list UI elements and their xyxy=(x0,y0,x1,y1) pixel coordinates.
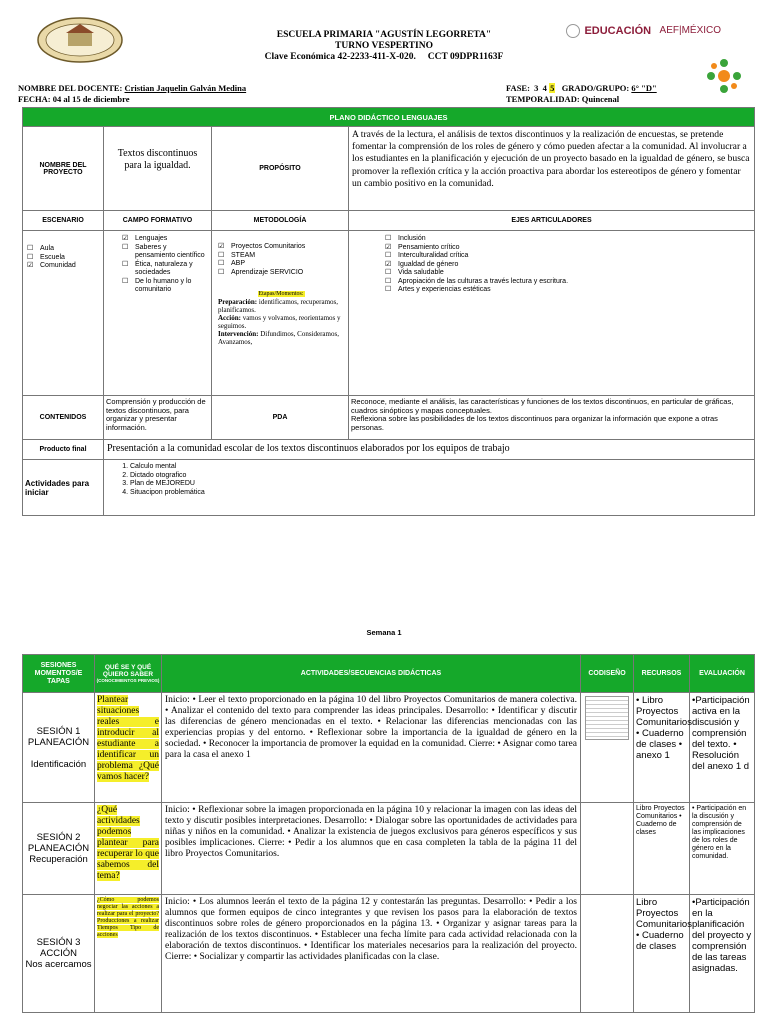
pregunta-cell xyxy=(95,803,162,895)
checked-box-icon[interactable]: ☑ xyxy=(122,235,129,242)
actividad-item: 1. Calculo mental xyxy=(130,463,751,472)
header-codiseno: CODISEÑO xyxy=(581,655,634,693)
escenario-item-label: Escuela xyxy=(40,253,65,261)
etapas-title: Etapas/Momentos: xyxy=(258,291,304,297)
ejes-item xyxy=(385,269,750,278)
codiseno-cell xyxy=(581,895,634,1013)
actividades-list xyxy=(104,460,755,516)
etapa-item xyxy=(218,298,344,314)
campo-label: CAMPO FORMATIVO xyxy=(104,211,212,231)
plano-title: PLANO DIDÁCTICO LENGUAJES xyxy=(23,108,755,127)
evaluacion-cell: • Participación en la discusión y comprensión de las implicaciones de los roles de género en la comunidad. xyxy=(690,803,755,895)
escenario-item xyxy=(27,262,99,271)
header-actividades: ACTIVIDADES/SECUENCIAS DIDÁCTICAS xyxy=(162,655,581,693)
checkbox-icon[interactable]: ☐ xyxy=(385,286,392,293)
campo-item-label: De lo humano y lo comunitario xyxy=(135,277,192,293)
header-sesiones: SESIONES MOMENTOS/E TAPAS xyxy=(23,655,95,693)
checkbox-icon[interactable]: ☐ xyxy=(385,269,392,276)
ejes-item-label: Artes y experiencias estéticas xyxy=(398,286,491,293)
checkbox-icon[interactable]: ☐ xyxy=(122,277,129,285)
educacion-text: EDUCACIÓN xyxy=(584,24,652,37)
fase-label: FASE: 3 4 xyxy=(506,83,547,93)
etapa-value: vamos y volvamos, reorientamos y seguimos. xyxy=(218,314,341,330)
evaluacion-cell: •Participación activa en la discusión y comprensión del texto. • Resolución del anexo 1 d xyxy=(690,693,755,803)
ejes-item-label: Interculturalidad crítica xyxy=(398,252,469,259)
etapa-value: Difundimos, Consideramos, Avanzamos, xyxy=(218,330,339,346)
actividades-label: Actividades para iniciar xyxy=(23,460,104,516)
checkbox-icon[interactable]: ☐ xyxy=(218,260,225,267)
contenidos-text: Comprensión y producción de textos discontinuos, para organizar y presentar información. xyxy=(104,396,212,440)
pda-text: Reconoce, mediante el análisis, las características y funciones de los textos discontinuos, en particular de gráficas, cuadros sinópticos y mapas conceptuales. Reflexiona sobre las posibilidades de los textos discontinuos para organizar la información que expone a otras personas. xyxy=(349,396,755,440)
campo-item xyxy=(122,278,207,295)
ejes-list xyxy=(349,231,755,396)
header-recursos: RECURSOS xyxy=(634,655,690,693)
producto-text: Presentación a la comunidad escolar de los textos discontinuos elaborados por los equipos de trabajo xyxy=(104,440,755,460)
table-row xyxy=(23,803,755,895)
recursos-cell: Libro Proyectos Comunitarios • Cuaderno de clases xyxy=(634,803,690,895)
proposito-text: A través de la lectura, el análisis de textos discontinuos y la realización de encuestas, se pretende fomentar la comprensión de los roles de género y cómo pueden afectar a la comunidad. Al involucrar a los estudiantes en la planificación y ejecución de un proyecto basado en la igualdad de género, se busca promover la reflexión crítica y la acción proactiva para abordar los estereotipos de género y fomentar un cambio positivo en la comunidad. xyxy=(349,127,755,211)
metodologia-item xyxy=(218,252,344,261)
fecha-label: FECHA: xyxy=(18,94,51,104)
header-que-se-sub: (CONOCIMIENTOS PREVIOS) xyxy=(96,678,160,683)
ejes-item xyxy=(385,252,750,261)
ejes-item-label: Pensamiento crítico xyxy=(398,243,460,251)
nombre-proyecto: Textos discontinuos para la igualdad. xyxy=(104,127,212,211)
metodologia-item xyxy=(218,260,344,269)
ejes-item-label: Apropiación de las culturas a través lectura y escritura. xyxy=(398,277,569,285)
docente-name: Cristian Jaquelin Galván Medina xyxy=(124,83,247,93)
metodologia-item-label: STEAM xyxy=(231,251,256,259)
producto-label: Producto final xyxy=(23,440,104,460)
pregunta-text: Plantear situaciones reales e introducir al estudiante a identificar un problema ¿Qué vamos hacer? xyxy=(97,695,159,782)
checked-box-icon[interactable]: ☑ xyxy=(385,260,392,268)
ejes-label: EJES ARTICULADORES xyxy=(349,211,755,231)
etapa-key: Intervención: xyxy=(218,330,259,338)
sesiones-table xyxy=(22,654,755,1013)
actividad-item: 3. Plan de MEJOREDU xyxy=(130,480,751,489)
metodologia-label: METODOLOGÍA xyxy=(212,211,349,231)
evaluacion-cell: •Participación en la planificación del proyecto y comprensión de las tareas asignadas. xyxy=(690,895,755,1013)
checkbox-icon[interactable]: ☐ xyxy=(122,243,129,251)
etapa-item xyxy=(218,314,344,330)
metodologia-item-label: Aprendizaje SERVICIO xyxy=(231,268,304,276)
checkbox-icon[interactable]: ☐ xyxy=(27,253,34,261)
etapa-key: Preparación: xyxy=(218,298,258,306)
etapas-block xyxy=(218,289,344,346)
fase-selected: 5 xyxy=(550,83,555,93)
school-name: ESCUELA PRIMARIA "AGUSTÍN LEGORRETA" xyxy=(276,30,492,40)
plano-table xyxy=(22,107,755,516)
flower-logo-icon xyxy=(704,56,744,96)
checkbox-icon[interactable]: ☐ xyxy=(218,251,225,259)
proposito-label: PROPÓSITO xyxy=(212,127,349,211)
actividad-item: 2. Dictado otografico xyxy=(130,472,751,481)
escenario-item xyxy=(27,245,99,254)
campo-item-label: Saberes y pensamiento científico xyxy=(135,243,205,259)
checkbox-icon[interactable]: ☐ xyxy=(385,277,392,285)
etapa-item xyxy=(218,330,344,346)
school-clave: Clave Económica 42-2233-411-X-020. CCT 09DPR1163F xyxy=(264,52,504,62)
sesion-cell: SESIÓN 1 PLANEACIÓN Identificación xyxy=(23,693,95,803)
escenario-item-label: Comunidad xyxy=(40,262,76,269)
checkbox-icon[interactable]: ☐ xyxy=(385,252,392,259)
actividad-cell: Inicio: • Leer el texto proporcionado en la página 10 del libro Proyectos Comunitarios de manera colectiva. • Analizar el contenido del texto para comprender las ideas principales. Desarrollo: • Identificar y discutir las diferencias de género mencionadas en el texto. • Relacionar las diferencias mencionadas con las experiencias propias y del entorno. • Reflexionar sobre la importancia de la igualdad de género en la sociedad. • Reconocer la importancia de promover la equidad en la comunidad. Cierre: • Asignar como tarea para la casa el anexo 1 xyxy=(162,693,581,803)
metodologia-item xyxy=(218,243,344,252)
aef-text: AEF|MÉXICO xyxy=(659,25,722,37)
metodologia-item-label: ABP xyxy=(231,260,246,267)
ejes-item xyxy=(385,235,750,244)
checked-box-icon[interactable]: ☑ xyxy=(218,243,225,250)
header-que-se-title: QUÉ SE Y QUÉ QUIERO SABER xyxy=(102,664,154,678)
escenario-item xyxy=(27,254,99,263)
checkbox-icon[interactable]: ☐ xyxy=(218,268,225,276)
fase-line xyxy=(506,83,657,93)
ejes-item xyxy=(385,286,750,295)
nombre-label: NOMBRE DEL PROYECTO xyxy=(23,127,104,211)
recursos-cell: Libro Proyectos Comunitarios • Cuaderno de clases xyxy=(634,895,690,1013)
table-row xyxy=(23,693,755,803)
campo-item-label: Ética, naturaleza y sociedades xyxy=(135,260,193,276)
campo-list xyxy=(104,231,212,396)
ejes-item xyxy=(385,261,750,270)
header-que-se xyxy=(95,655,162,693)
ejes-item xyxy=(385,244,750,253)
grado-value: 6° "D" xyxy=(631,83,657,93)
semana-title: Semana 1 xyxy=(366,628,402,637)
ejes-item-label: Igualdad de género xyxy=(398,260,459,268)
temporalidad-line: TEMPORALIDAD: Quincenal xyxy=(506,94,620,104)
actividad-cell: Inicio: • Los alumnos leerán el texto de la página 12 y contestarán las preguntas. Desarrollo: • Pedir a los alumnos que formen equipos de cinco integrantes y que revisen los pasos para la elaboración de textos discontinuos sobre roles de género proporcionados en la página 13. • Organizar y asignar tareas para la realización de los textos discontinuos. • Establecer una fecha límite para cada actividad relacionada con la elaboración de textos discontinuos. • Identificar los materiales necesarios para la realización del proyecto. Cierre: • Socializar y compartir las actividades planificadas con la clase. xyxy=(162,895,581,1013)
pda-label: PDA xyxy=(212,396,349,440)
codiseno-cell xyxy=(581,693,634,803)
checkbox-icon[interactable]: ☐ xyxy=(385,235,392,242)
metodologia-item xyxy=(218,269,344,278)
school-turno: TURNO VESPERTINO xyxy=(335,41,433,51)
campo-item xyxy=(122,235,207,244)
sesion-cell: SESIÓN 3 ACCIÓN Nos acercamos xyxy=(23,895,95,1013)
pregunta-text: ¿Qué actividades podemos plantear para recuperar lo que sabemos del tema? xyxy=(97,805,159,881)
educacion-logo xyxy=(566,22,746,48)
campo-item xyxy=(122,261,207,278)
ejes-item xyxy=(385,278,750,287)
fecha-line xyxy=(18,94,130,104)
etapa-value: identificamos, recuperamos, planificamos. xyxy=(218,298,338,314)
campo-item xyxy=(122,244,207,261)
ejes-item-label: Vida saludable xyxy=(398,269,444,276)
actividad-item: 4. Situacipon problemática xyxy=(130,489,751,498)
codiseno-cell xyxy=(581,803,634,895)
actividad-cell: Inicio: • Reflexionar sobre la imagen proporcionada en la página 10 y relacionar la imagen con las ideas del texto y discutir posibles interpretaciones. Desarrollo: • Dialogar sobre las oportunidades de actividades para niñas y niños en la comunidad. • Analizar la existencia de juegos exclusivos para géneros específicos y sus posibles implicaciones. Cierre: • Pedir a los alumnos que en casa completen la tabla de la página 11 del libro Proyectos Comunitarios. xyxy=(162,803,581,895)
header-evaluacion: EVALUACIÓN xyxy=(690,655,755,693)
grado-label: GRADO/GRUPO: xyxy=(561,83,630,93)
pregunta-text: ¿Cómo podemos negociar las acciones a realizar para el proyecto? Producciones a realizar Tiempos Tipo de acciones xyxy=(97,897,159,938)
seal-icon xyxy=(566,24,580,38)
escenario-list xyxy=(23,231,104,396)
docente-line xyxy=(18,83,246,93)
sesion-cell: SESIÓN 2 PLANEACIÓN Recuperación xyxy=(23,803,95,895)
checkbox-icon[interactable]: ☐ xyxy=(122,260,129,268)
metodologia-list xyxy=(212,231,349,396)
pregunta-cell xyxy=(95,693,162,803)
metodologia-item-label: Proyectos Comunitarios xyxy=(231,243,306,250)
checked-box-icon[interactable]: ☑ xyxy=(27,262,34,269)
fecha-value: 04 al 15 de diciembre xyxy=(52,94,130,104)
ejes-item-label: Inclusión xyxy=(398,235,426,242)
recursos-cell: • Libro Proyectos Comunitarios • Cuaderno de clases • anexo 1 xyxy=(634,693,690,803)
table-row xyxy=(23,895,755,1013)
etapa-key: Acción: xyxy=(218,314,241,322)
escenario-label: ESCENARIO xyxy=(23,211,104,231)
document-thumbnail xyxy=(585,696,629,740)
checked-box-icon[interactable]: ☑ xyxy=(385,243,392,251)
checkbox-icon[interactable]: ☐ xyxy=(27,245,34,252)
pregunta-cell xyxy=(95,895,162,1013)
docente-label: NOMBRE DEL DOCENTE: xyxy=(18,83,123,93)
contenidos-label: CONTENIDOS xyxy=(23,396,104,440)
campo-item-label: Lenguajes xyxy=(135,235,168,242)
escenario-item-label: Aula xyxy=(40,245,55,252)
